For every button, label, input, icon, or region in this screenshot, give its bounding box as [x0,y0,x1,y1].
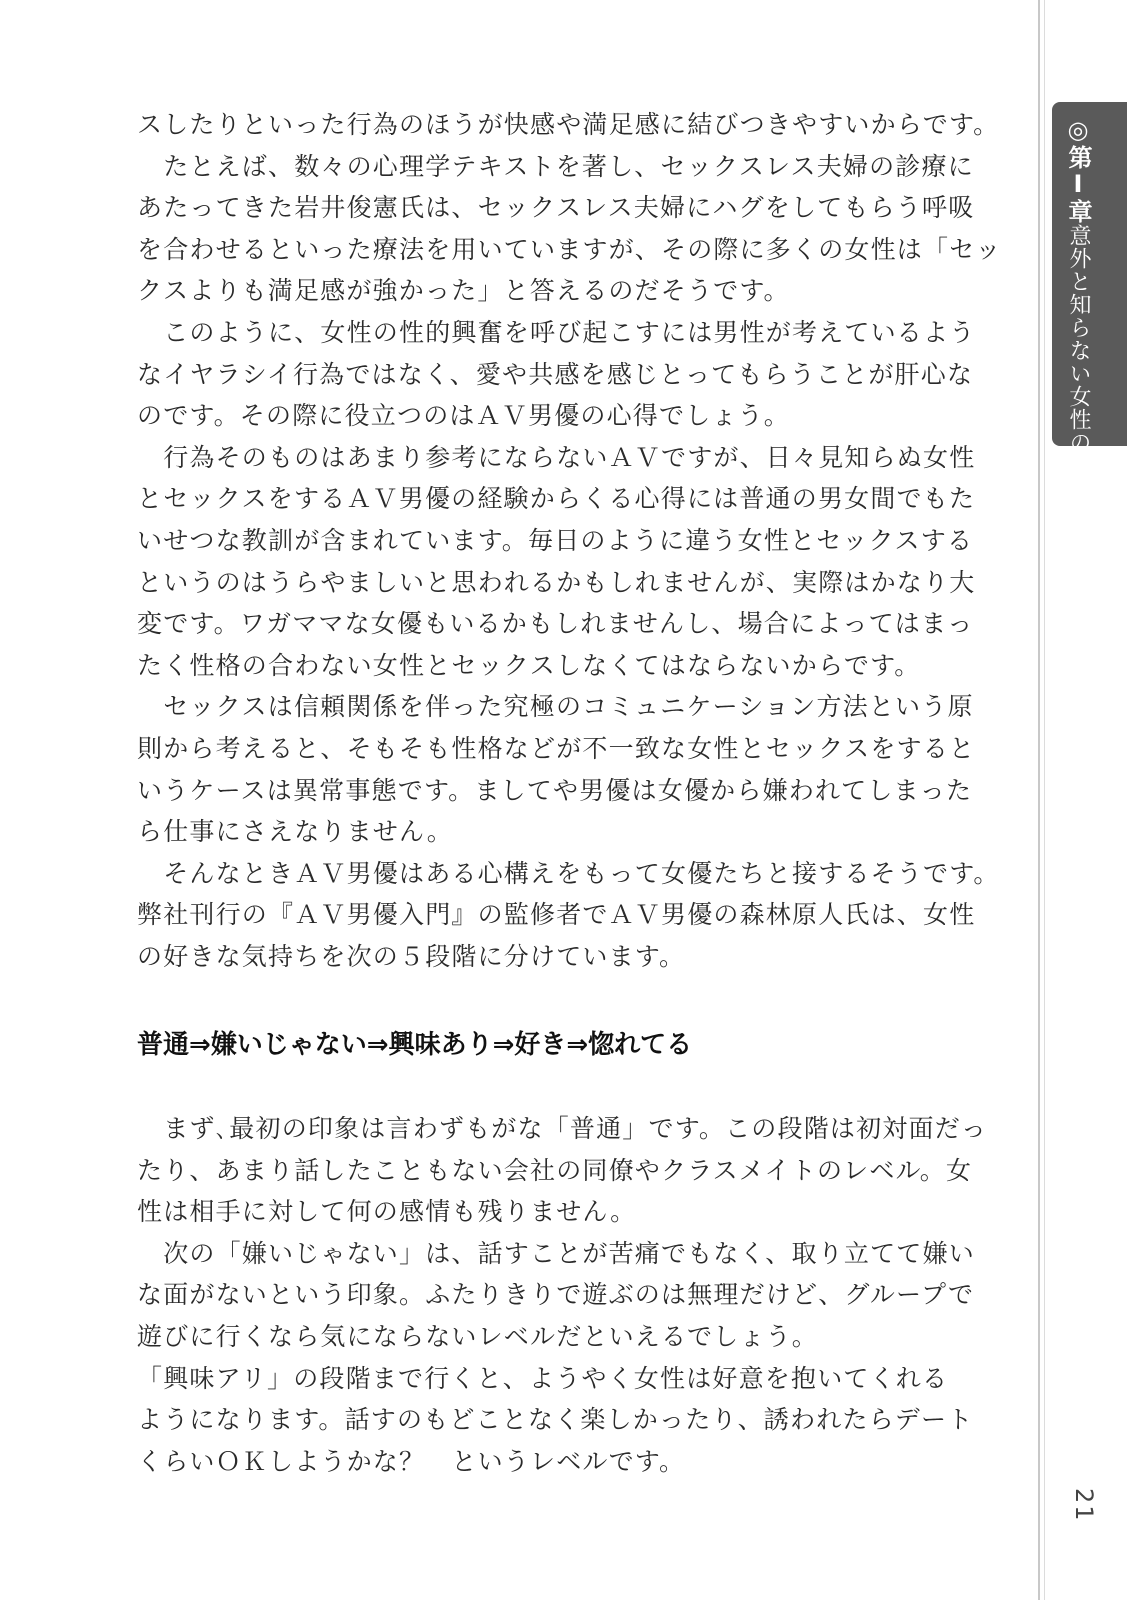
chapter-title: 意外と知らない女性のホンネ [1066,224,1091,523]
chapter-tab [1052,102,1127,523]
margin-rule [1038,0,1040,1600]
text-line: というのはうらやましいと思われるかもしれませんが、実際はかなり大 [137,567,976,597]
text-line: たり、あまり話したこともない会社の同僚やクラスメイトのレベル。女 [137,1155,973,1185]
text-line: 変です。ワガママな女優もいるかもしれませんし、場合によってはまっ [137,609,974,639]
body-text-section-2 [137,1108,1017,1482]
text-line: あたってきた岩井俊憲氏は、セックスレス夫婦にハグをしてもらう呼吸 [137,193,975,223]
text-line: 「興味アリ」の段階まで行くと、ようやく女性は好意を抱いてくれる [137,1363,949,1393]
text-line: ら仕事にさえなりません。 [137,817,453,847]
text-line: 遊びに行くなら気にならないレベルだといえるでしょう。 [137,1321,818,1351]
text-line: ようになります。話すのもどことなく楽しかったり、誘われたらデート [137,1405,974,1435]
text-line: たく性格の合わない女性とセックスしなくてはならないからです。 [137,650,921,680]
text-line: いせつな教訓が含まれています。毎日のように違う女性とセックスする [137,525,974,555]
text-line: クスよりも満足感が強かった」と答えるのだそうです。 [137,276,790,306]
text-line: くらいＯＫしようかな？ というレベルです。 [137,1446,686,1476]
text-line: とセックスをするＡＶ男優の経験からくる心得には普通の男女間でもた [137,484,976,514]
body-text-section-1 [137,104,1017,977]
text-line: 性は相手に対して何の感情も残りません。 [137,1197,637,1227]
text-line: の好きな気持ちを次の５段階に分けています。 [137,941,686,971]
chapter-marker: ◎第Ⅰ章 [1064,116,1092,224]
text-line: スしたりといった行為のほうが快感や満足感に結びつきやすいからです。 [137,110,1000,139]
margin-rule-thin [1044,0,1045,1600]
text-line: 則から考えると、そもそも性格などが不一致な女性とセックスをすると [137,733,976,763]
text-line: 弊社刊行の『ＡＶ男優入門』の監修者でＡＶ男優の森林原人氏は、女性 [137,900,976,930]
text-line: セックスは信頼関係を伴った究極のコミュニケーション方法という原 [137,692,974,722]
section-heading: 普通⇒嫌いじゃない⇒興味あり⇒好き⇒惚れてる [137,1030,693,1060]
text-line: のです。その際に役立つのはＡＶ男優の心得でしょう。 [137,401,791,431]
text-line: な面がないという印象。ふたりきりで遊ぶのは無理だけど、グループで [137,1280,975,1310]
text-line: 行為そのものはあまり参考にならないＡＶですが、日々見知らぬ女性 [137,442,976,472]
text-line: なイヤラシイ行為ではなく、愛や共感を感じとってもらうことが肝心な [137,359,974,389]
text-line: 次の「嫌いじゃない」は、話すことが苦痛でもなく、取り立てて嫌い [137,1238,975,1268]
text-line: たとえば、数々の心理学テキストを著し、セックスレス夫婦の診療に [137,151,974,181]
text-line: そんなときＡＶ男優はある心構えをもって女優たちと接するそうです。 [137,858,1000,888]
text-line: いうケースは異常事態です。ましてや男優は女優から嫌われてしまった [137,775,973,805]
text-line: このように、女性の性的興奮を呼び起こすには男性が考えているよう [137,317,976,347]
text-line: まず､最初の印象は言わずもがな「普通」です。この段階は初対面だっ [137,1114,988,1143]
text-line: を合わせるといった療法を用いていますが、その際に多くの女性は「セッ [137,234,1002,264]
page-number: 21 [1070,1488,1098,1523]
chapter-tab-text [1066,116,1090,523]
